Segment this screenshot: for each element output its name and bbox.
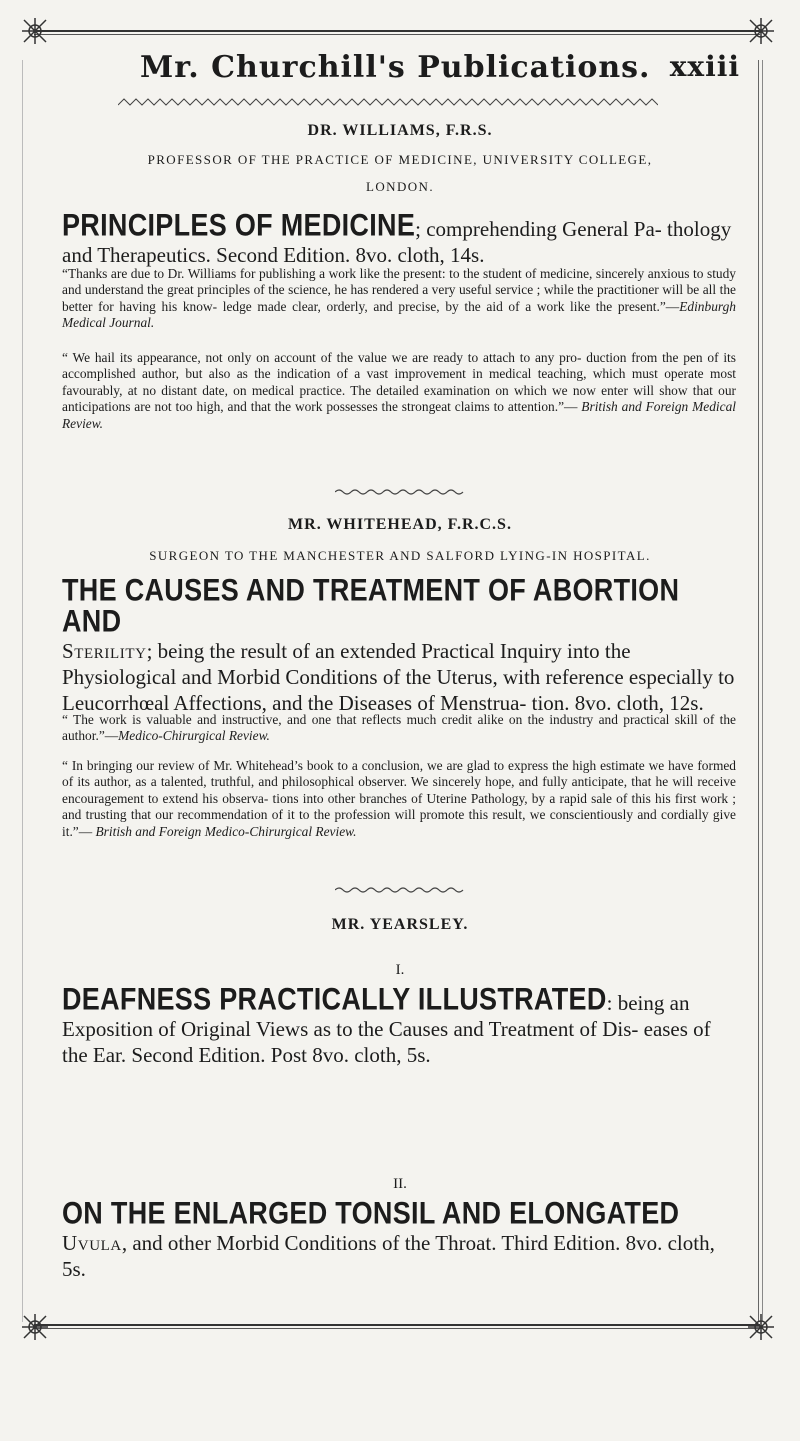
wavy-divider-icon (335, 886, 465, 894)
book-description: ; being the result of an extended Practical Inquiry into the Physiological and Morbid Conditions of the Uterus, with reference especially to Leucorrhœal Affections, and the Diseases of Menstrua- tion. 8vo. cloth, 12s. (62, 639, 735, 715)
book-title: ON THE ENLARGED TONSIL AND ELONGATED (62, 1194, 680, 1231)
running-header (60, 50, 740, 94)
book-title: DEAFNESS PRACTICALLY ILLUSTRATED (62, 980, 607, 1017)
book-numeral: I. (395, 962, 405, 978)
book-title: PRINCIPLES OF MEDICINE (62, 206, 416, 243)
book-description: , and other Morbid Conditions of the Throat. Third Edition. 8vo. cloth, 5s. (62, 1231, 715, 1281)
page-number: xxiii (669, 50, 740, 83)
zigzag-divider-icon (118, 98, 658, 106)
author-role: PROFESSOR OF THE PRACTICE OF MEDICINE, UNIVERSITY COLLEGE, (147, 152, 653, 167)
right-border-rule (758, 60, 759, 1322)
author-heading: MR. YEARSLEY. (331, 916, 469, 933)
book-description: ; comprehending General Pa- thology and Therapeutics. Second Edition. 8vo. cloth, 14s. (62, 217, 732, 267)
corner-ornament-icon (20, 1312, 50, 1342)
top-border-rule (34, 30, 760, 32)
right-border-rule-outer (762, 60, 763, 1322)
book-entry (62, 1194, 736, 1282)
book-title-continued: Uvula (62, 1231, 122, 1255)
review-text: “ We hail its appearance, not only on account of the value we are ready to attach to any pro- duction from the pen of its accomplished author, but also as the indication of a vast improvement in medical teaching, which must operate most favourably, at no distant date, on medical practice. The detailed examination on which we now enter will show that our anticipations are not too high, and that the work possesses the strongeat claims to attention.”— (62, 350, 736, 415)
review-quote (62, 712, 736, 745)
book-entry (62, 980, 736, 1068)
book-title-continued: Sterility (62, 639, 147, 663)
wavy-divider-icon (335, 488, 465, 496)
author-heading: MR. WHITEHEAD, F.R.C.S. (288, 516, 512, 533)
top-border-rule-inner (34, 34, 760, 35)
corner-ornament-icon (20, 16, 50, 46)
author-heading: DR. WILLIAMS, F.R.S. (307, 122, 493, 139)
running-title: Mr. Churchill's Publications. (140, 50, 651, 85)
author-role: SURGEON TO THE MANCHESTER AND SALFORD LYING-IN HOSPITAL. (149, 548, 651, 563)
review-quote (62, 266, 736, 332)
book-title: THE CAUSES AND TREATMENT OF ABORTION AND (62, 572, 680, 639)
review-quote (62, 350, 736, 432)
corner-ornament-icon (746, 16, 776, 46)
book-entry (62, 572, 736, 716)
book-numeral: II. (393, 1176, 407, 1192)
review-text: “ In bringing our review of Mr. Whitehead’s book to a conclusion, we are glad to express the high estimate we have formed of its author, as a talented, truthful, and philosophical observer. We sincerely hope, and fully anticipate, that he will receive encouragement to extend his observa- tions into other branches of Uterine Pathology, by a rapid sale of this his first work ; and trusting that our recommendation of it to the profession will promote this result, we conscientiously and cordially give it.”— (62, 758, 736, 839)
corner-ornament-icon (746, 1312, 776, 1342)
left-border-rule (22, 60, 23, 1322)
review-text: “ The work is valuable and instructive, and one that reflects much credit alike on the industry and practical skill of the author.”— (62, 712, 736, 744)
review-source: British and Foreign Medical Review. (62, 399, 736, 431)
author-role-location: LONDON. (366, 179, 434, 194)
bottom-border-rule (34, 1324, 760, 1326)
review-text: “Thanks are due to Dr. Williams for publishing a work like the present: to the student of medicine, sincerely anxious to study and understand the great principles of the science, he has rendered a very useful service ; while the practitioner will be all the better for having his know- ledge made clear, orderly, and precise, by the aid of a work like the present.”— (62, 266, 736, 314)
review-quote (62, 758, 736, 840)
review-source: Edinburgh Medical Journal. (62, 298, 736, 331)
review-source: British and Foreign Medico-Chirurgical Review. (95, 823, 357, 839)
book-entry (62, 206, 736, 268)
review-source: Medico-Chirurgical Review. (118, 728, 270, 744)
book-description: : being an Exposition of Original Views as to the Causes and Treatment of Dis- eases of the Ear. Second Edition. Post 8vo. cloth, 5s. (62, 991, 711, 1067)
bottom-border-rule-inner (34, 1328, 760, 1329)
